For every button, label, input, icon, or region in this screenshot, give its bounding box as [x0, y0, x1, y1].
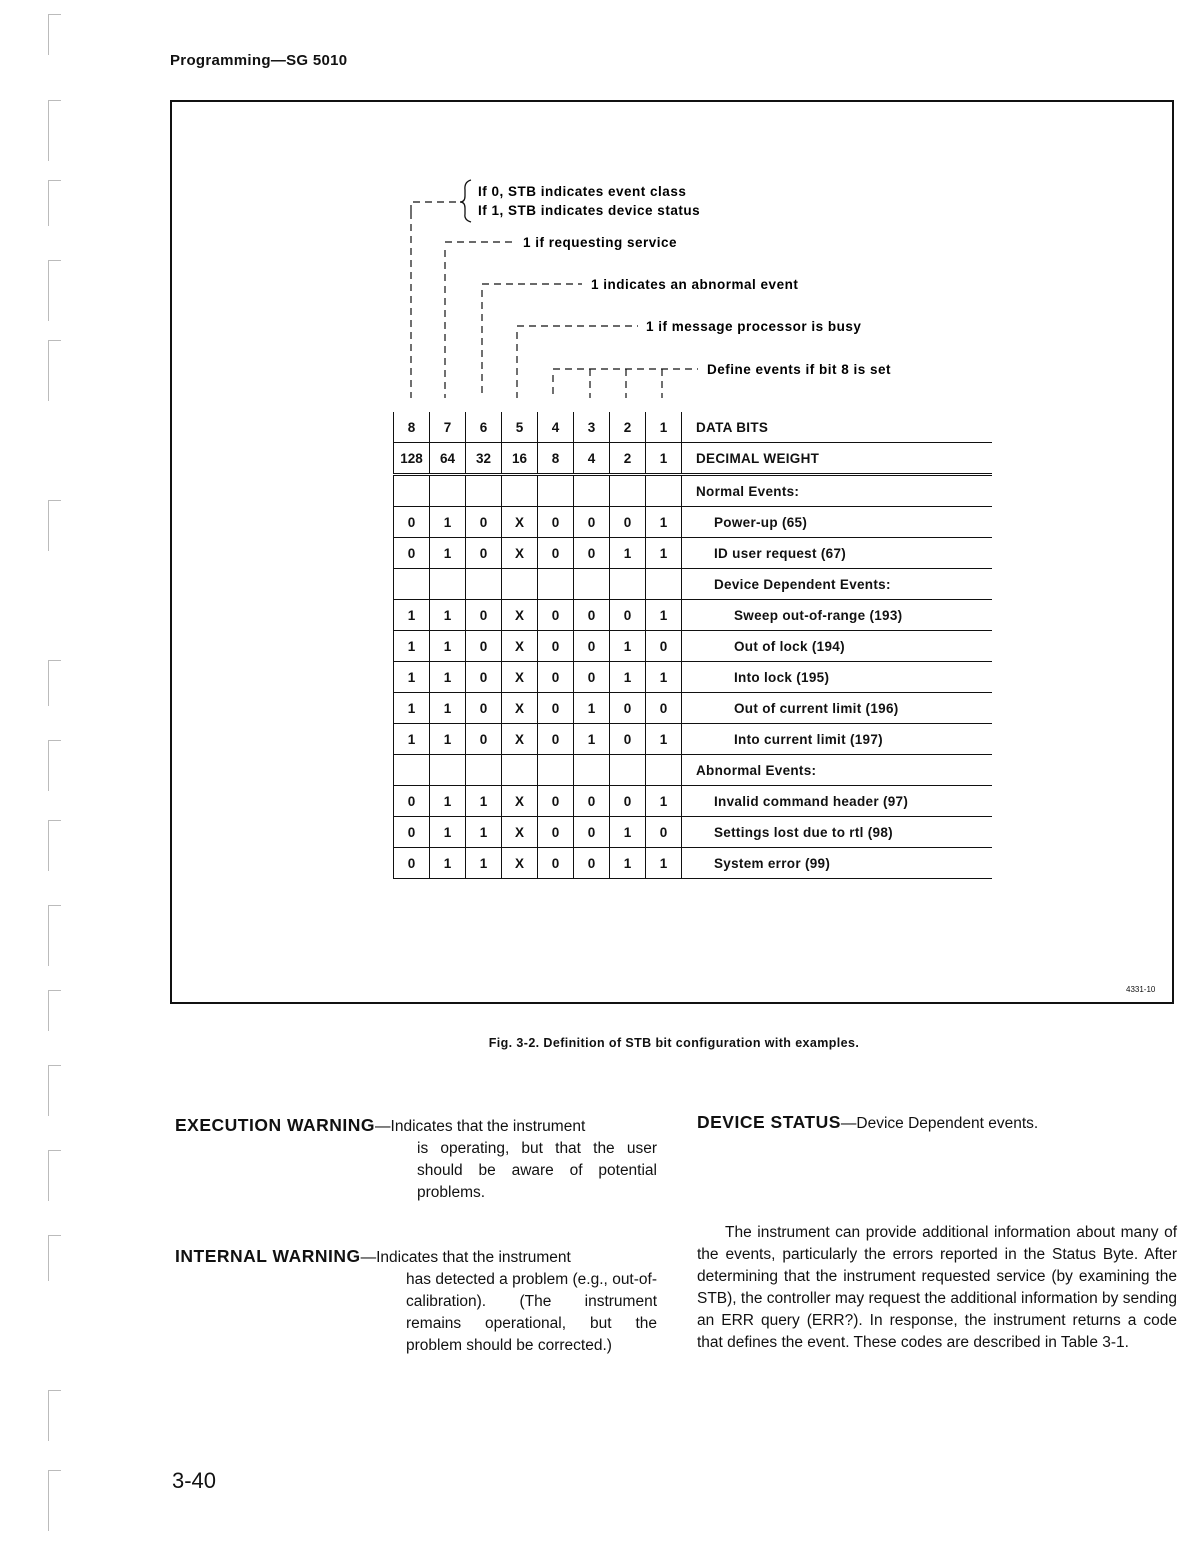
bit-cell: 0 [466, 631, 502, 662]
bit-cell: 0 [574, 538, 610, 569]
bit-cell: 1 [394, 724, 430, 755]
bit-cell: X [502, 662, 538, 693]
bit-cell: 0 [610, 600, 646, 631]
bit-cell: 2 [610, 412, 646, 443]
bit-cell [502, 755, 538, 786]
bit-cell: X [502, 786, 538, 817]
table-row [394, 848, 993, 879]
bit-cell: 0 [466, 600, 502, 631]
bit-cell: 0 [574, 817, 610, 848]
margin-mark [48, 990, 61, 1031]
table-row [394, 600, 993, 631]
bit-cell: 0 [574, 600, 610, 631]
margin-mark [48, 1065, 61, 1116]
bits1to4-annotation: Define events if bit 8 is set [707, 362, 892, 377]
bit-cell [430, 569, 466, 600]
page-header: Programming—SG 5010 [170, 52, 348, 69]
bit-cell: 1 [574, 693, 610, 724]
bit-cell [538, 475, 574, 507]
bit-cell: 1 [430, 786, 466, 817]
table-row [394, 507, 993, 538]
bit-cell: 1 [610, 848, 646, 879]
bit-cell: X [502, 817, 538, 848]
bit-cell: 1 [646, 538, 682, 569]
bit-cell [430, 755, 466, 786]
bit-cell: 0 [538, 662, 574, 693]
bit8-annotation-line1: If 0, STB indicates event class [478, 184, 687, 199]
table-row [394, 412, 993, 443]
bit-cell [538, 755, 574, 786]
bit-cell [394, 475, 430, 507]
bit-cell: 2 [610, 443, 646, 475]
bit-cell: 0 [538, 538, 574, 569]
bit7-annotation: 1 if requesting service [523, 235, 678, 250]
internal-warning-term: INTERNAL WARNING [175, 1246, 361, 1266]
bit-cell: 8 [394, 412, 430, 443]
device-status-def: —Device Dependent events. [840, 1115, 1039, 1132]
figure-caption: Fig. 3-2. Definition of STB bit configuration with examples. [488, 1036, 860, 1050]
bit-cell [466, 475, 502, 507]
device-status-term: DEVICE STATUS [697, 1112, 841, 1132]
bit-cell: 0 [466, 724, 502, 755]
bit-cell: 0 [394, 848, 430, 879]
execution-warning-definition [175, 1115, 657, 1204]
bit-cell: X [502, 848, 538, 879]
bit-cell: 1 [430, 693, 466, 724]
err-query-paragraph: The instrument can provide additional information about many of the events, particularly the errors reported in the Status Byte. After determining that the instrument requested service (by examining the STB), the controller may request the additional information by sending an ERR query (ERR?). In response, the instrument returns a code that defines the event. These codes are described in Table 3-1. [697, 1224, 1177, 1351]
page-number: 3-40 [172, 1468, 217, 1493]
margin-mark [48, 1235, 61, 1281]
bit-cell: 7 [430, 412, 466, 443]
bit-cell: 0 [538, 786, 574, 817]
bit-cell [574, 569, 610, 600]
bit-cell: 1 [646, 507, 682, 538]
bit-cell: 5 [502, 412, 538, 443]
bit-cell [502, 475, 538, 507]
table-row [394, 786, 993, 817]
bit-cell: 4 [574, 443, 610, 475]
bit-cell [502, 569, 538, 600]
table-row [394, 631, 993, 662]
bit-cell [574, 475, 610, 507]
bit-annotation-diagram [0, 0, 1200, 420]
brace-icon [460, 180, 471, 222]
row-label: ID user request (67) [682, 538, 993, 569]
bit-cell: 0 [394, 538, 430, 569]
bit-cell [466, 569, 502, 600]
margin-mark [48, 1470, 61, 1531]
bit-cell: 0 [538, 600, 574, 631]
execution-warning-def-rest: is operating, but that the user should be aware of potential problems. [417, 1140, 657, 1201]
row-label: Invalid command header (97) [682, 786, 993, 817]
bit-cell [574, 755, 610, 786]
bit-cell: 6 [466, 412, 502, 443]
bit-cell: 0 [538, 507, 574, 538]
row-label: Settings lost due to rtl (98) [682, 817, 993, 848]
bit-cell: 0 [538, 693, 574, 724]
bit-cell: 0 [466, 693, 502, 724]
row-label: Into lock (195) [682, 662, 993, 693]
bit-cell [610, 755, 646, 786]
bit-cell: 1 [394, 662, 430, 693]
bit-cell [610, 475, 646, 507]
margin-mark [48, 820, 61, 871]
margin-mark [48, 740, 61, 791]
bit-cell: 0 [538, 817, 574, 848]
bit-cell: X [502, 724, 538, 755]
internal-warning-definition [175, 1246, 657, 1357]
bit-cell: 0 [574, 631, 610, 662]
row-label: Into current limit (197) [682, 724, 993, 755]
bit-cell: X [502, 507, 538, 538]
bit-cell: 4 [538, 412, 574, 443]
figure-id: 4331-10 [1126, 985, 1156, 994]
bit-cell: 0 [574, 786, 610, 817]
table-row [394, 724, 993, 755]
row-label: Out of current limit (196) [682, 693, 993, 724]
bit-cell: X [502, 600, 538, 631]
bit-cell: 0 [538, 631, 574, 662]
bit-cell: 1 [430, 507, 466, 538]
execution-warning-term: EXECUTION WARNING [175, 1115, 376, 1135]
internal-warning-def-first: —Indicates that the instrument [360, 1249, 571, 1266]
bit-cell [646, 755, 682, 786]
bit-cell: 0 [394, 817, 430, 848]
bit-cell: 1 [394, 600, 430, 631]
bit-cell: 8 [538, 443, 574, 475]
bit-cell [646, 475, 682, 507]
execution-warning-def-first: —Indicates that the instrument [375, 1118, 586, 1135]
bit-cell: 1 [646, 786, 682, 817]
bit-cell: 1 [646, 600, 682, 631]
bit-cell: 128 [394, 443, 430, 475]
row-label: Normal Events: [682, 475, 993, 507]
bit-cell: 0 [574, 848, 610, 879]
bit-cell: 1 [610, 631, 646, 662]
bit-cell: 3 [574, 412, 610, 443]
bit-cell: 1 [610, 662, 646, 693]
bit-cell: 1 [610, 817, 646, 848]
bit8-leader [411, 202, 460, 212]
margin-mark [48, 1150, 61, 1201]
bit-cell: 1 [430, 631, 466, 662]
row-label: Device Dependent Events: [682, 569, 993, 600]
row-label: Abnormal Events: [682, 755, 993, 786]
row-label: Power-up (65) [682, 507, 993, 538]
bit-cell: 1 [394, 631, 430, 662]
table-row [394, 569, 993, 600]
table-row [394, 817, 993, 848]
bit-cell: 0 [610, 693, 646, 724]
row-label: DATA BITS [682, 412, 993, 443]
bit-cell [394, 569, 430, 600]
margin-mark [48, 1390, 61, 1441]
bit-cell: 1 [430, 848, 466, 879]
bit-cell: 1 [394, 693, 430, 724]
bit-cell: X [502, 693, 538, 724]
bit-cell [610, 569, 646, 600]
bit-cell: 0 [646, 817, 682, 848]
device-status-definition [697, 1112, 1177, 1135]
bit-cell: 0 [466, 507, 502, 538]
bit-cell: X [502, 538, 538, 569]
bit-cell: 1 [610, 538, 646, 569]
bit-cell: 0 [466, 538, 502, 569]
bit-cell: 1 [430, 662, 466, 693]
table-row [394, 475, 993, 507]
bit-cell: 1 [646, 662, 682, 693]
margin-mark [48, 500, 61, 551]
bit-cell: 1 [466, 848, 502, 879]
bit-cell [538, 569, 574, 600]
row-label: Sweep out-of-range (193) [682, 600, 993, 631]
bit-cell [646, 569, 682, 600]
bit-cell: 1 [646, 724, 682, 755]
bit-cell: 0 [610, 724, 646, 755]
bit8-annotation-line2: If 1, STB indicates device status [478, 203, 701, 218]
bit-cell: 0 [394, 507, 430, 538]
bit-cell: 0 [574, 507, 610, 538]
margin-mark [48, 660, 61, 706]
bit-cell: 16 [502, 443, 538, 475]
bit-cell: 64 [430, 443, 466, 475]
table-row [394, 538, 993, 569]
row-label: DECIMAL WEIGHT [682, 443, 993, 475]
bit-cell: 1 [466, 786, 502, 817]
bit-cell: 0 [610, 786, 646, 817]
bit-cell: 1 [646, 443, 682, 475]
bit-cell [466, 755, 502, 786]
bit-cell: X [502, 631, 538, 662]
bit-cell: 0 [646, 631, 682, 662]
bit5-annotation: 1 if message processor is busy [646, 319, 862, 334]
bit-cell: 0 [538, 848, 574, 879]
bit-cell: 0 [466, 662, 502, 693]
table-row [394, 662, 993, 693]
bit-cell: 1 [574, 724, 610, 755]
bit-cell: 1 [430, 724, 466, 755]
bit-cell [430, 475, 466, 507]
table-row [394, 693, 993, 724]
bit-cell: 1 [430, 600, 466, 631]
stb-bit-table [393, 412, 992, 879]
bit-cell: 0 [574, 662, 610, 693]
bit-cell: 1 [430, 538, 466, 569]
bit6-annotation: 1 indicates an abnormal event [591, 277, 799, 292]
margin-mark [48, 905, 61, 966]
row-label: System error (99) [682, 848, 993, 879]
bit-cell [394, 755, 430, 786]
row-label: Out of lock (194) [682, 631, 993, 662]
bit-cell: 0 [394, 786, 430, 817]
bit-cell: 1 [430, 817, 466, 848]
bit-cell: 1 [646, 412, 682, 443]
bit-cell: 32 [466, 443, 502, 475]
bit-cell: 0 [538, 724, 574, 755]
table-row [394, 443, 993, 475]
bit-cell: 1 [466, 817, 502, 848]
internal-warning-def-rest: has detected a problem (e.g., out-of-calibration). (The instrument remains operational, but the problem should be corrected.) [406, 1271, 657, 1354]
table-row [394, 755, 993, 786]
bit-cell: 0 [610, 507, 646, 538]
bit-cell: 1 [646, 848, 682, 879]
bit-cell: 0 [646, 693, 682, 724]
